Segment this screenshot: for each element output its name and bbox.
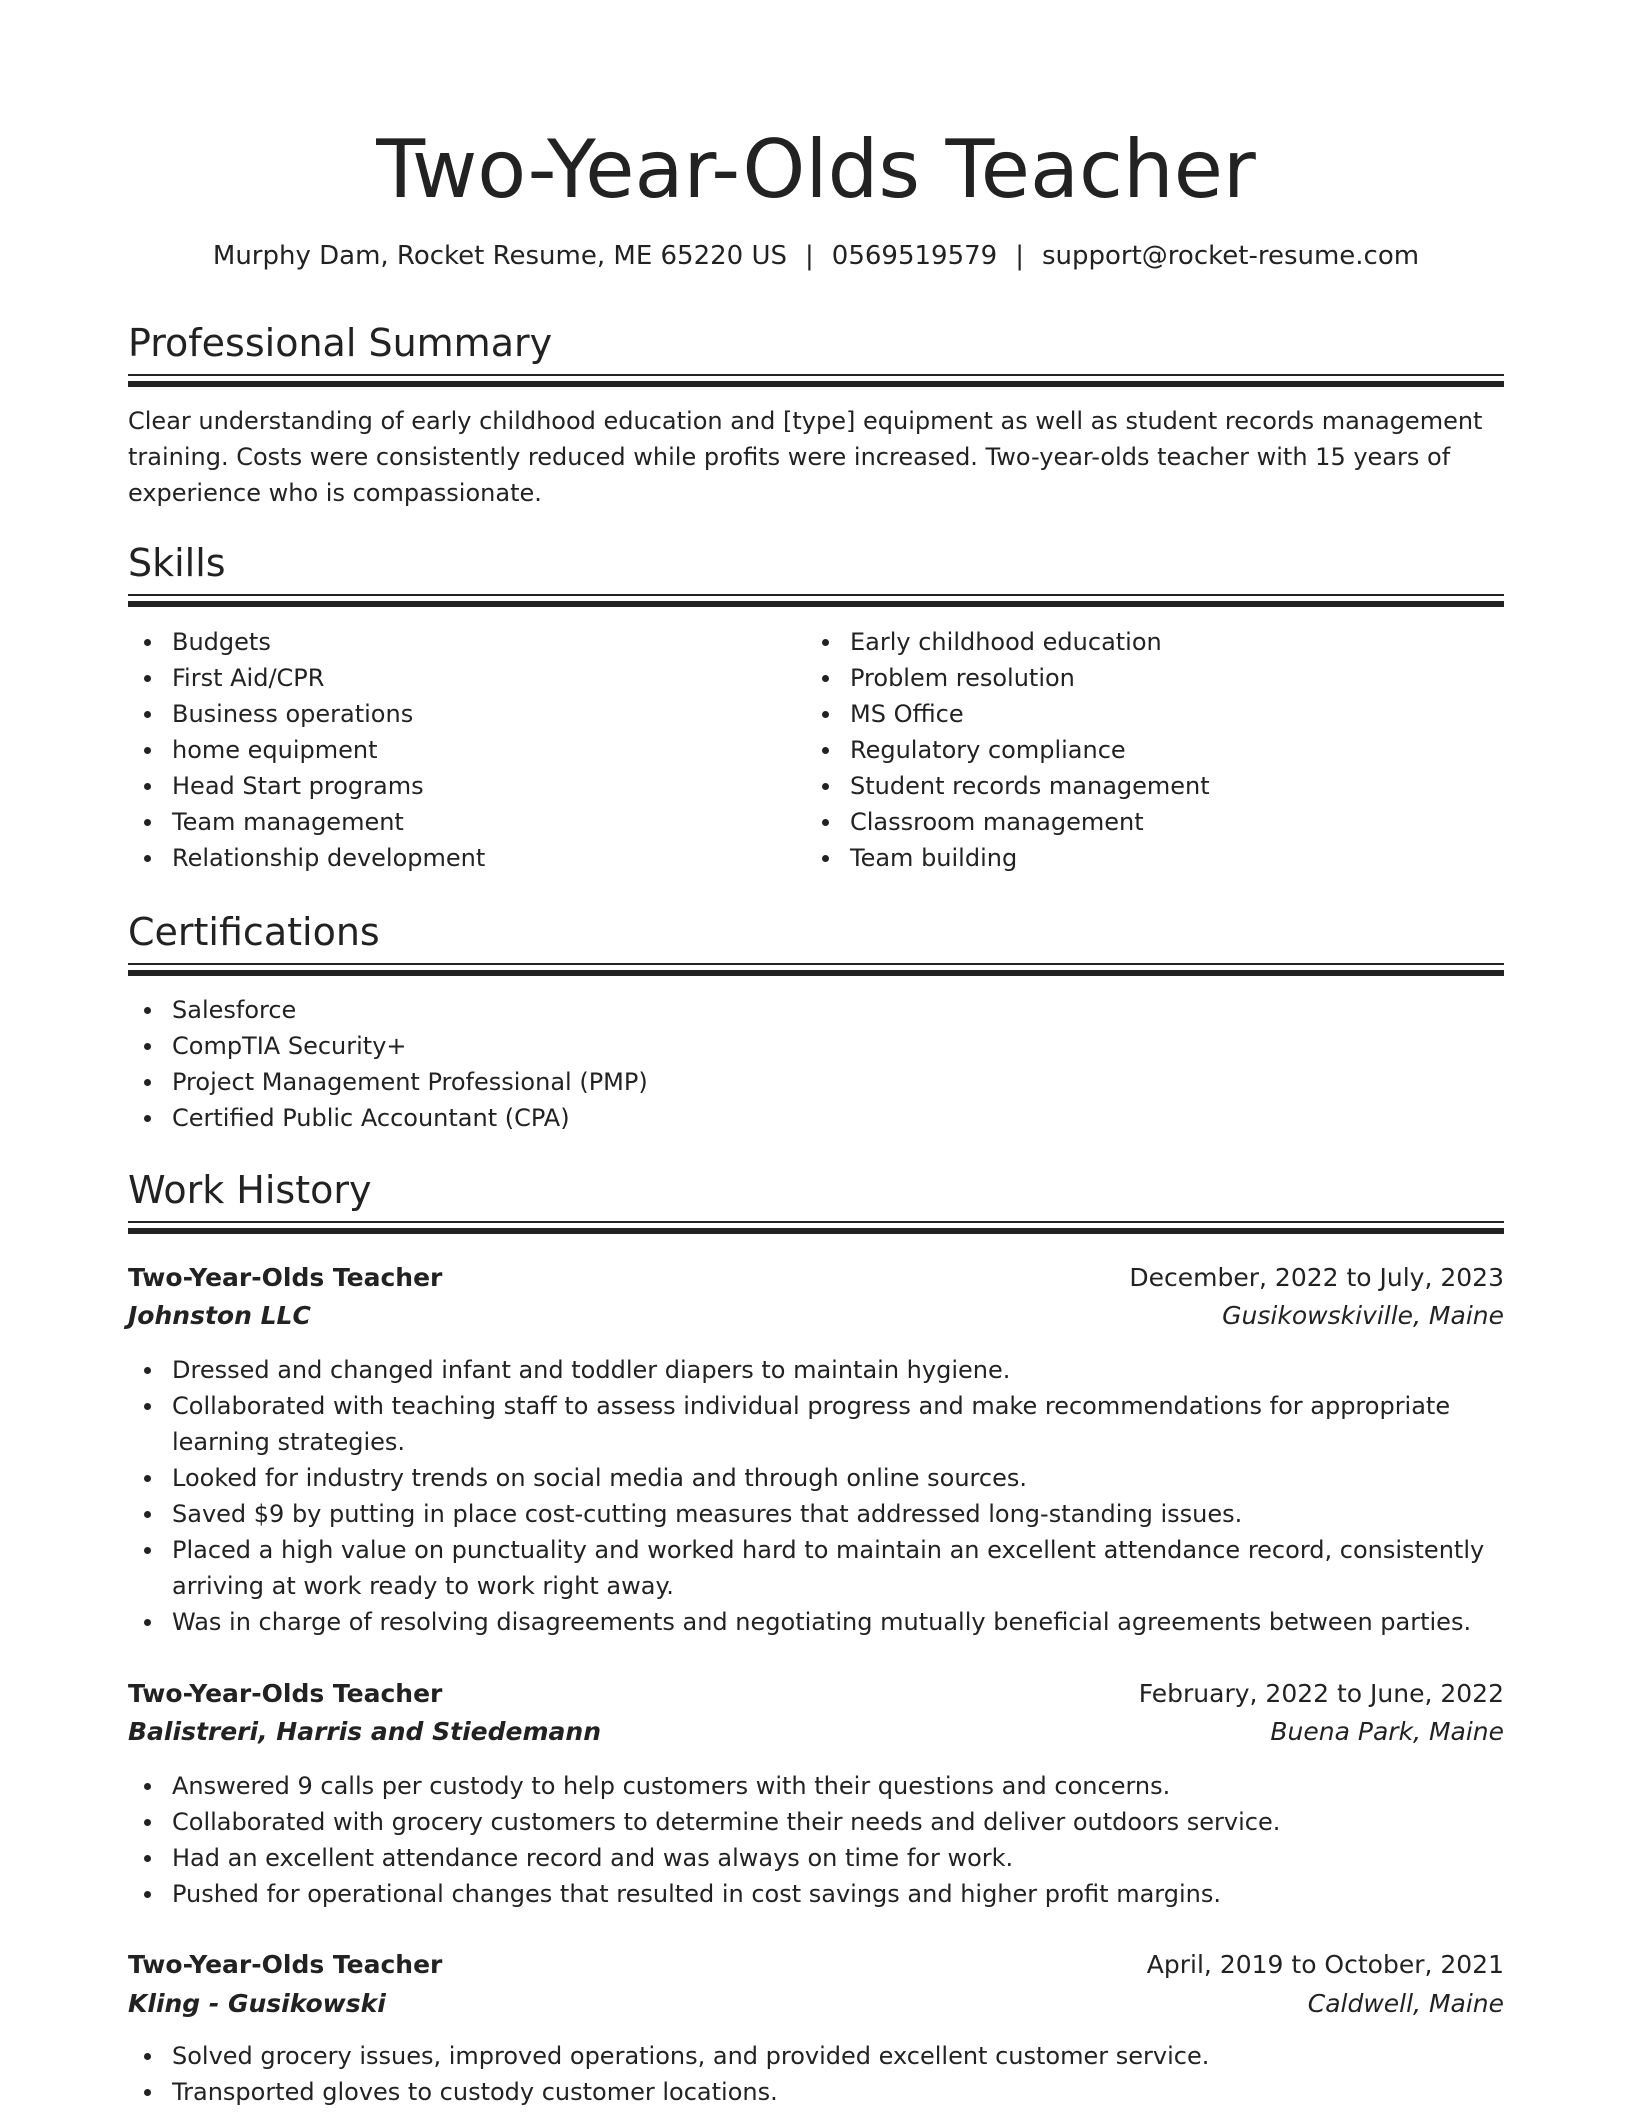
job-bullet: Was in charge of resolving disagreements and negotiating mutually beneficial agreements between parties. (128, 1604, 1504, 1640)
job-company-row (128, 1985, 1504, 2023)
skill-item: Budgets (128, 624, 788, 660)
job-bullet: Dressed and changed infant and toddler diapers to maintain hygiene. (128, 1352, 1504, 1388)
resume-name: Two-Year-Olds Teacher (376, 123, 1256, 216)
skill-item: Business operations (128, 696, 788, 732)
job-company: Johnston LLC (128, 1301, 311, 1330)
skill-item: Student records management (806, 768, 1504, 804)
section-rule (128, 1221, 1504, 1234)
skill-item: Head Start programs (128, 768, 788, 804)
skill-item: Early childhood education (806, 624, 1504, 660)
job-bullet: Had an excellent attendance record and was always on time for work. (128, 1840, 1504, 1876)
certifications-list (128, 992, 1504, 1136)
section-title-certifications: Certifications (128, 910, 380, 954)
skills-list-left (128, 624, 788, 876)
skill-item: home equipment (128, 732, 788, 768)
job-bullets (128, 2038, 1504, 2110)
job-location: Caldwell, Maine (1307, 1989, 1504, 2018)
job-bullet: Placed a high value on punctuality and worked hard to maintain an excellent attendance record, consistently arriving at work ready to work right away. (128, 1532, 1504, 1604)
summary-text: Clear understanding of early childhood education and [type] equipment as well as student records management training. Costs were consistently reduced while profits were increased. Two-year-olds teacher with 15 years of experience who is compassionate. (128, 407, 1483, 507)
skill-item: Classroom management (806, 804, 1504, 840)
contact-line (128, 238, 1504, 274)
job-title: Two-Year-Olds Teacher (128, 1679, 443, 1708)
job-bullet: Collaborated with grocery customers to determine their needs and deliver outdoors service. (128, 1804, 1504, 1840)
skill-item: Regulatory compliance (806, 732, 1504, 768)
contact-phone: 0569519579 (831, 241, 998, 271)
job-company: Kling - Gusikowski (128, 1989, 386, 2018)
job-bullet: Saved $9 by putting in place cost-cutting measures that addressed long-standing issues. (128, 1496, 1504, 1532)
section-rule (128, 963, 1504, 976)
certification-item: CompTIA Security+ (128, 1028, 1504, 1064)
job-bullet: Pushed for operational changes that resulted in cost savings and higher profit margins. (128, 1876, 1504, 1912)
job-header (128, 1675, 1504, 1713)
skill-item: First Aid/CPR (128, 660, 788, 696)
job-bullet: Looked for industry trends on social media and through online sources. (128, 1460, 1504, 1496)
certification-item: Project Management Professional (PMP) (128, 1064, 1504, 1100)
job-company: Balistreri, Harris and Stiedemann (128, 1717, 601, 1746)
job-title: Two-Year-Olds Teacher (128, 1263, 443, 1292)
contact-email: support@rocket-resume.com (1041, 241, 1420, 271)
job-location: Buena Park, Maine (1270, 1717, 1504, 1746)
section-title-skills: Skills (128, 541, 226, 585)
skills-list-right (806, 624, 1504, 876)
job-dates: December, 2022 to July, 2023 (1129, 1263, 1504, 1292)
job-header (128, 1259, 1504, 1297)
section-rule (128, 594, 1504, 607)
certification-item: Certified Public Accountant (CPA) (128, 1100, 1504, 1136)
section-title-work-history: Work History (128, 1168, 372, 1212)
skill-item: Relationship development (128, 840, 788, 876)
skill-item: MS Office (806, 696, 1504, 732)
skill-item: Team management (128, 804, 788, 840)
section-title-summary: Professional Summary (128, 321, 553, 365)
skill-item: Problem resolution (806, 660, 1504, 696)
job-bullet: Solved grocery issues, improved operations, and provided excellent customer service. (128, 2038, 1504, 2074)
job-bullet: Collaborated with teaching staff to assess individual progress and make recommendations for appropriate learning strategies. (128, 1388, 1504, 1460)
section-rule (128, 374, 1504, 387)
job-bullet: Transported gloves to custody customer locations. (128, 2074, 1504, 2110)
job-bullets (128, 1352, 1504, 1640)
skill-item: Team building (806, 840, 1504, 876)
job-bullet: Answered 9 calls per custody to help customers with their questions and concerns. (128, 1768, 1504, 1804)
contact-separator: | (805, 241, 814, 271)
contact-separator: | (1015, 241, 1024, 271)
job-location: Gusikowskiville, Maine (1222, 1301, 1504, 1330)
job-bullets (128, 1768, 1504, 1912)
certification-item: Salesforce (128, 992, 1504, 1028)
contact-address: Murphy Dam, Rocket Resume, ME 65220 US (212, 241, 788, 271)
job-dates: February, 2022 to June, 2022 (1138, 1679, 1504, 1708)
job-title: Two-Year-Olds Teacher (128, 1950, 443, 1979)
job-dates: April, 2019 to October, 2021 (1146, 1950, 1504, 1979)
job-header (128, 1946, 1504, 1984)
job-company-row (128, 1713, 1504, 1751)
job-company-row (128, 1297, 1504, 1335)
